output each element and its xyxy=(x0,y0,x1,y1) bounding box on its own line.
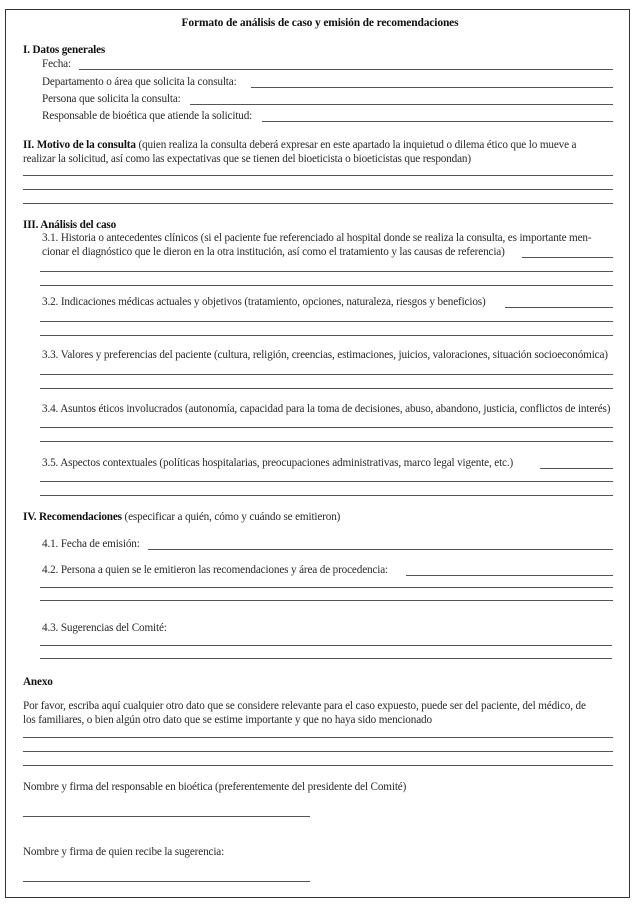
field-label-departamento: Departamento o área que solicita la consulta: xyxy=(42,76,237,88)
item-3-1-label-2: cionar el diagnóstico que le dieron en la otra institución, así como el tratamiento y las causas de referencia) xyxy=(42,246,505,258)
item-4-3-answer-line[interactable] xyxy=(40,658,612,659)
item-4-2-label: 4.2. Persona a quien se le emitieron las recomendaciones y área de procedencia: xyxy=(42,564,388,576)
item-3-2-answer-line[interactable] xyxy=(40,335,613,336)
item-3-4-answer-line[interactable] xyxy=(40,427,613,428)
annex-heading: Anexo xyxy=(23,676,53,688)
document-title: Formato de análisis de caso y emisión de recomendaciones xyxy=(181,17,459,29)
field-input-persona-solicita[interactable] xyxy=(190,104,613,105)
section-2-answer-line[interactable] xyxy=(23,189,613,190)
section-2-answer-line[interactable] xyxy=(23,175,613,176)
annex-answer-line[interactable] xyxy=(23,765,613,766)
annex-answer-line[interactable] xyxy=(23,751,613,752)
item-3-5-answer-line[interactable] xyxy=(40,495,613,496)
item-4-2-answer-line[interactable] xyxy=(40,600,613,601)
field-input-responsable[interactable] xyxy=(262,121,613,122)
annex-description-1: Por favor, escriba aquí cualquier otro dato que se considere relevante para el caso expuesto, puede ser del paciente, del médico, de xyxy=(23,700,586,712)
field-input-fecha[interactable] xyxy=(79,69,613,70)
item-3-1-answer-line[interactable] xyxy=(522,257,613,258)
item-4-2-answer-line[interactable] xyxy=(406,575,613,576)
item-3-5-answer-line[interactable] xyxy=(540,468,613,469)
item-3-4-label: 3.4. Asuntos éticos involucrados (autonomía, capacidad para la toma de decisiones, abuso, abandono, justicia, conflictos de interés) xyxy=(42,403,611,415)
item-4-3-label: 4.3. Sugerencias del Comité: xyxy=(42,622,167,634)
item-4-2-answer-line[interactable] xyxy=(40,587,613,588)
item-3-2-label: 3.2. Indicaciones médicas actuales y objetivos (tratamiento, opciones, naturaleza, riesgos y beneficios) xyxy=(42,296,486,308)
section-1-heading: I. Datos generales xyxy=(23,44,106,56)
field-label-fecha: Fecha: xyxy=(42,58,71,70)
annex-description-2: los familiares, o bien algún otro dato que se estime importante y que no haya sido mencionado xyxy=(23,714,432,726)
item-3-1-answer-line[interactable] xyxy=(40,285,613,286)
item-3-2-answer-line[interactable] xyxy=(40,321,613,322)
item-4-3-answer-line[interactable] xyxy=(40,645,612,646)
item-3-1-answer-line[interactable] xyxy=(40,271,613,272)
section-2-description-1: (quien realiza la consulta deberá expresar en este apartado la inquietud o dilema ético que lo mueve a xyxy=(138,139,577,151)
annex-answer-line[interactable] xyxy=(23,737,613,738)
section-4-heading: IV. Recomendaciones xyxy=(23,511,122,523)
field-label-responsable: Responsable de bioética que atiende la solicitud: xyxy=(42,110,253,122)
item-3-1-label-1: 3.1. Historia o antecedentes clínicos (si el paciente fue referenciado al hospital donde se realiza la consulta, es importante men- xyxy=(42,232,592,244)
item-3-2-answer-line[interactable] xyxy=(505,307,613,308)
section-2-heading: II. Motivo de la consulta xyxy=(23,139,136,151)
item-4-1-label: 4.1. Fecha de emisión: xyxy=(42,538,140,550)
section-2-header xyxy=(23,139,576,152)
signature-1-label: Nombre y firma del responsable en bioética (preferentemente del presidente del Comité) xyxy=(23,781,407,793)
section-2-answer-line[interactable] xyxy=(23,203,613,204)
field-input-departamento[interactable] xyxy=(251,87,613,88)
section-2-description-2: realizar la solicitud, así como las expectativas que se tienen del bioeticista o bioeticistas que respondan) xyxy=(23,153,471,165)
field-label-persona-solicita: Persona que solicita la consulta: xyxy=(42,93,181,105)
item-3-3-answer-line[interactable] xyxy=(40,388,613,389)
item-3-3-answer-line[interactable] xyxy=(40,374,613,375)
item-4-1-input[interactable] xyxy=(148,549,613,550)
signature-2-line[interactable] xyxy=(23,881,310,882)
item-3-5-answer-line[interactable] xyxy=(40,481,613,482)
item-3-3-label: 3.3. Valores y preferencias del paciente (cultura, religión, creencias, estimaciones, juicios, valoraciones, situación socioeconómica) xyxy=(42,349,608,361)
section-3-heading: III. Análisis del caso xyxy=(23,219,117,231)
section-4-description: (especificar a quién, cómo y cuándo se emitieron) xyxy=(124,511,341,523)
item-3-5-label: 3.5. Aspectos contextuales (políticas hospitalarias, preocupaciones administrativas, marco legal vigente, etc.) xyxy=(42,457,514,469)
section-4-header xyxy=(23,511,340,524)
signature-1-line[interactable] xyxy=(23,816,310,817)
signature-2-label: Nombre y firma de quien recibe la sugerencia: xyxy=(23,846,225,858)
item-3-4-answer-line[interactable] xyxy=(40,441,613,442)
